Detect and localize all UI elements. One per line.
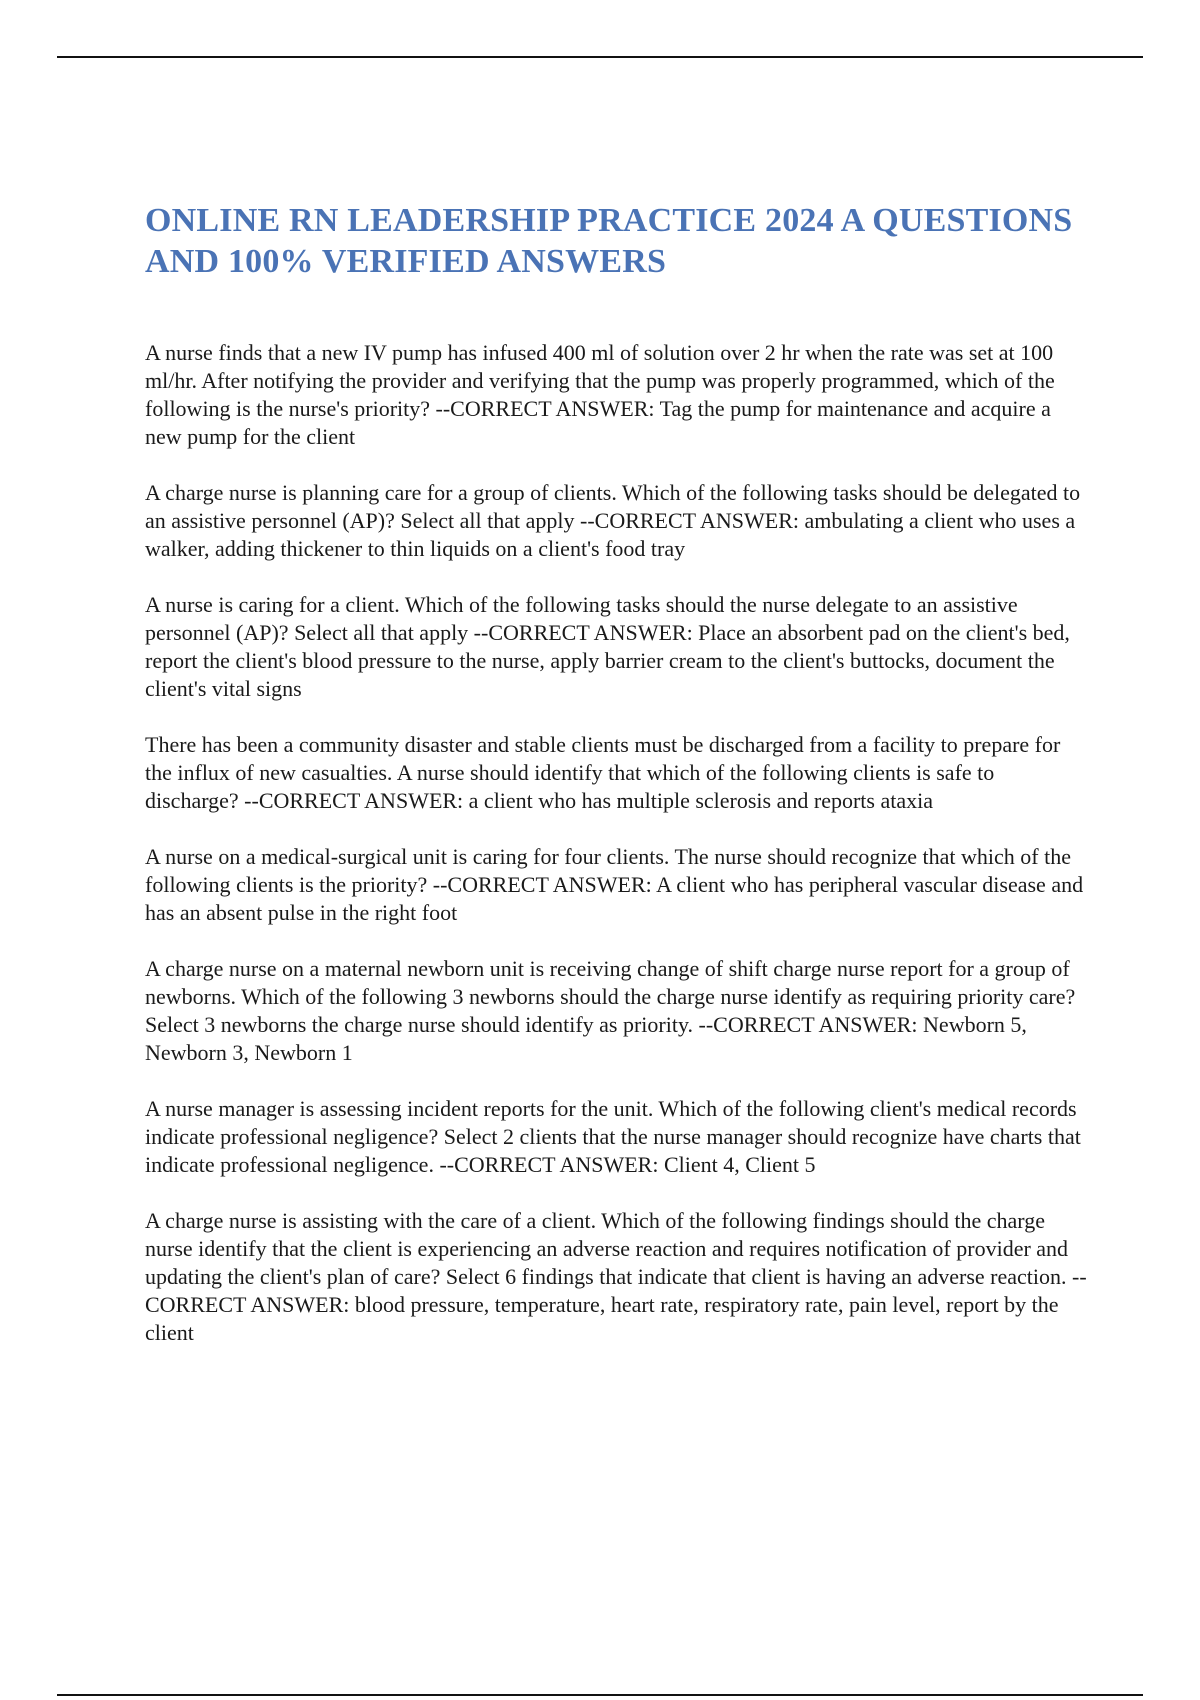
qa-item: A nurse manager is assessing incident reports for the unit. Which of the following client's medical records indicate professional negligence? Select 2 clients that the nurse manager should recognize have charts that indicate professional negligence. --CORRECT ANSWER: Client 4, Client 5 xyxy=(145,1096,1081,1177)
qa-item: A charge nurse is planning care for a group of clients. Which of the following tasks should be delegated to an assistive personnel (AP)? Select all that apply --CORRECT ANSWER: ambulating a client who uses a walker, adding thickener to thin liquids on a client's food tray xyxy=(145,480,1081,561)
qa-item: A charge nurse is assisting with the care of a client. Which of the following findings should the charge nurse identify that the client is experiencing an adverse reaction and requires notification of provider and updating the client's plan of care? Select 6 findings that indicate that client is having an adverse reaction. --CORRECT ANSWER: blood pressure, temperature, heart rate, respiratory rate, pain level, report by the client xyxy=(145,1208,1087,1345)
qa-list xyxy=(145,339,1090,1375)
header-rule xyxy=(57,56,1143,58)
qa-item: A charge nurse on a maternal newborn unit is receiving change of shift charge nurse report for a group of newborns. Which of the following 3 newborns should the charge nurse identify as requiring priority care? Select 3 newborns the charge nurse should identify as priority. --CORRECT ANSWER: Newborn 5, Newborn 3, Newborn 1 xyxy=(145,956,1076,1065)
qa-item: There has been a community disaster and stable clients must be discharged from a facility to prepare for the influx of new casualties. A nurse should identify that which of the following clients is safe to discharge? --CORRECT ANSWER: a client who has multiple sclerosis and reports ataxia xyxy=(145,732,1061,813)
qa-item: A nurse is caring for a client. Which of the following tasks should the nurse delegate to an assistive personnel (AP)? Select all that apply --CORRECT ANSWER: Place an absorbent pad on the client's bed, report the client's blood pressure to the nurse, apply barrier cream to the client's buttocks, document the client's vital signs xyxy=(145,592,1070,701)
page-title: ONLINE RN LEADERSHIP PRACTICE 2024 A QUESTIONS AND 100% VERIFIED ANSWERS xyxy=(145,202,1073,280)
qa-item: A nurse finds that a new IV pump has infused 400 ml of solution over 2 hr when the rate was set at 100 ml/hr. After notifying the provider and verifying that the pump was properly programmed, which of the following is the nurse's priority? --CORRECT ANSWER: Tag the pump for maintenance and acquire a new pump for the client xyxy=(145,340,1055,449)
footer-rule xyxy=(57,1694,1143,1696)
qa-item: A nurse on a medical-surgical unit is caring for four clients. The nurse should recognize that which of the following clients is the priority? --CORRECT ANSWER: A client who has peripheral vascular disease and has an absent pulse in the right foot xyxy=(145,844,1084,925)
